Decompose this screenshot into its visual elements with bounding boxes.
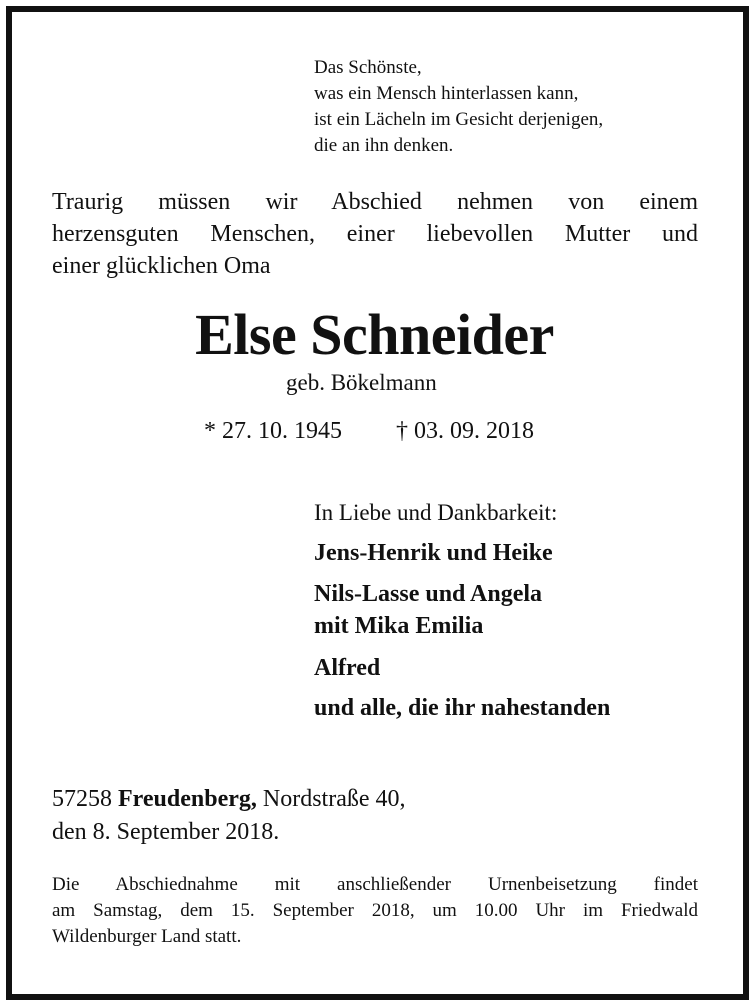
note-line: Wildenburger Land statt. xyxy=(52,926,242,947)
memorial-quote xyxy=(314,55,603,159)
quote-line: die an ihn denken. xyxy=(314,135,454,156)
city-name: Freudenberg, xyxy=(118,786,257,812)
note-line: am Samstag, dem 15. September 2018, um 10.00 Uhr im Friedwald xyxy=(52,900,698,921)
mourner-line: Alfred xyxy=(314,655,381,681)
quote-line: Das Schönste, xyxy=(314,57,422,78)
street-address: Nordstraße 40, xyxy=(262,786,406,812)
birth-date: * 27. 10. 1945 xyxy=(204,418,342,444)
announcement-text xyxy=(52,186,698,282)
mourner-line: Jens-Henrik und Heike xyxy=(314,540,553,566)
death-date: † 03. 09. 2018 xyxy=(396,418,534,444)
postal-code: 57258 xyxy=(52,786,112,812)
birth-name: geb. Bökelmann xyxy=(286,370,437,395)
mourners-heading: In Liebe und Dankbarkeit: xyxy=(314,500,558,525)
mourner-line: Nils-Lasse und Angela xyxy=(314,581,543,607)
mourner-line: und alle, die ihr nahestanden xyxy=(314,695,611,721)
deceased-name: Else Schneider xyxy=(195,302,554,367)
quote-line: was ein Mensch hinterlassen kann, xyxy=(314,83,579,104)
announcement-line: Traurig müssen wir Abschied nehmen von einem xyxy=(52,189,698,215)
mourner-line: mit Mika Emilia xyxy=(314,613,484,639)
note-line: Die Abschiednahme mit anschließender Urnenbeisetzung findet xyxy=(52,874,698,895)
date-line: den 8. September 2018. xyxy=(52,819,280,845)
funeral-note xyxy=(52,872,698,950)
quote-line: ist ein Lächeln im Gesicht derjenigen, xyxy=(314,109,604,130)
announcement-line: herzensguten Menschen, einer liebevollen Mutter und xyxy=(52,221,698,247)
address-line xyxy=(52,786,406,813)
announcement-line: einer glücklichen Oma xyxy=(52,253,271,279)
